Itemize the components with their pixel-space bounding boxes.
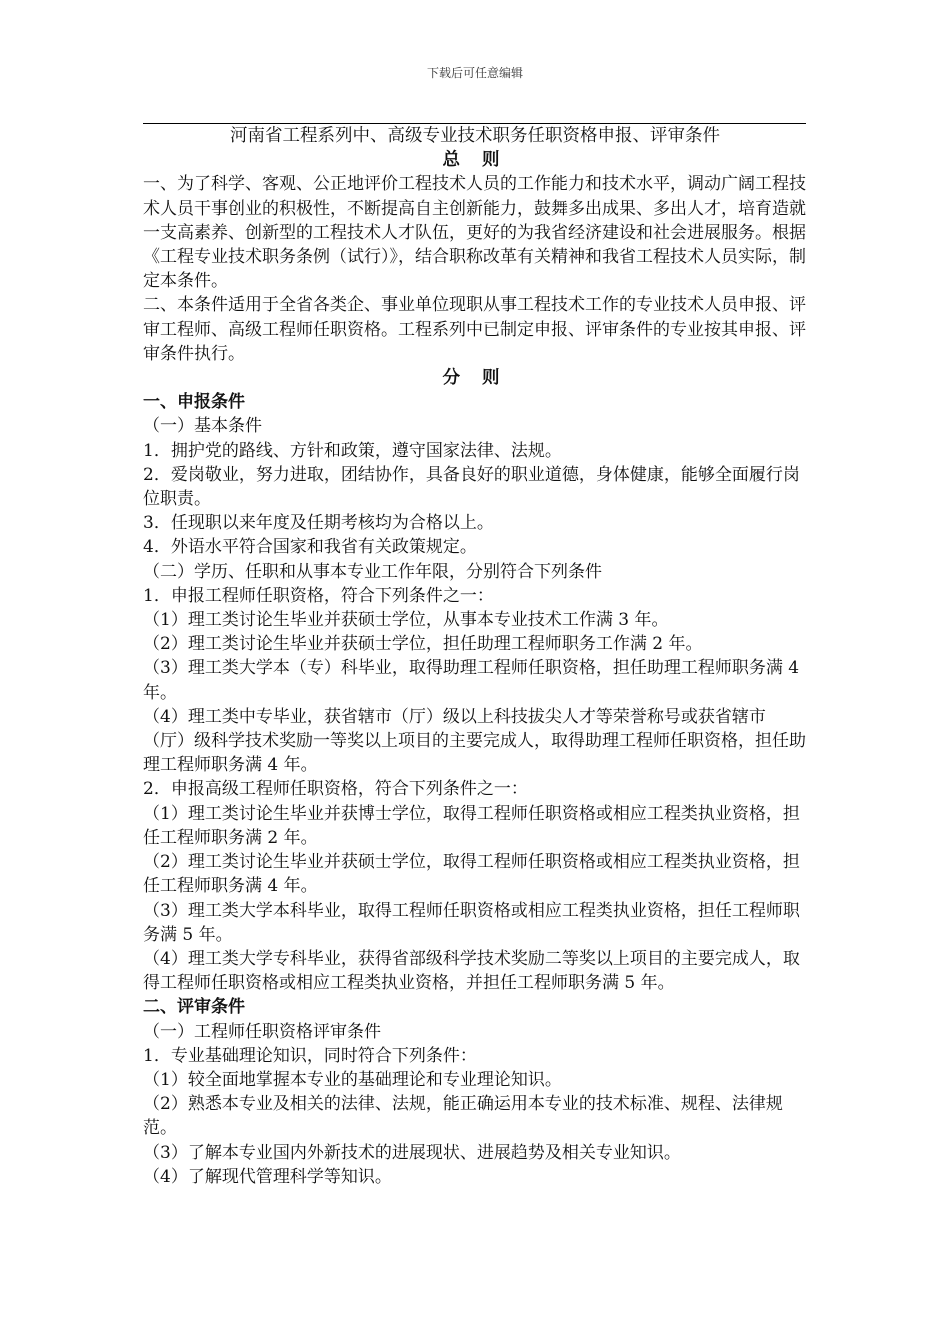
section-title: 二、评审条件 (143, 997, 245, 1018)
list-item: 2．爱岗敬业，努力进取，团结协作，具备良好的职业道德，身体健康，能够全面履行岗位职责。 (143, 464, 800, 510)
list-item: （2）理工类讨论生毕业并获硕士学位，担任助理工程师职务工作满 2 年。 (143, 634, 703, 655)
document-body (143, 124, 807, 1189)
detail-heading: 分 则 (442, 368, 508, 389)
general-paragraph: 一、为了科学、客观、公正地评价工程技术人员的工作能力和技术水平，调动广阔工程技术人员干事创业的积极性，不断提高自主创新能力，鼓舞多出成果、多出人才，培育造就一支高素养、创新型的工程技术人才队伍，更好的为我省经济建设和社会进展服务。根据《工程专业技术职务条例（试行）》，结合职称改革有关精神和我省工程技术人员实际，制定本条件。 (143, 174, 806, 292)
item-title: 1．专业基础理论知识，同时符合下列条件： (143, 1045, 477, 1066)
subsection-title: （一）基本条件 (143, 416, 262, 437)
list-item: （1）理工类讨论生毕业并获博士学位，取得工程师任职资格或相应工程类执业资格，担任工程师职务满 2 年。 (143, 803, 800, 848)
list-item: 4．外语水平符合国家和我省有关政策规定。 (143, 537, 477, 558)
list-item: 1．拥护党的路线、方针和政策，遵守国家法律、法规。 (143, 440, 562, 461)
header-watermark: 下载后可任意编辑 (426, 66, 523, 80)
general-paragraph: 二、本条件适用于全省各类企、事业单位现职从事工程技术工作的专业技术人员申报、评审工程师、高级工程师任职资格。工程系列中已制定申报、评审条件的专业按其申报、评审条件执行。 (143, 295, 806, 364)
list-item: （4）理工类中专毕业，获省辖市（厅）级以上科技拔尖人才等荣誉称号或获省辖市（厅）级科学技术奖励一等奖以上项目的主要完成人，取得助理工程师任职资格，担任助理工程师职务满 4 年。 (143, 706, 806, 776)
document-title: 河南省工程系列中、高级专业技术职务任职资格申报、评审条件 (230, 126, 720, 146)
list-item: （3）了解本专业国内外新技术的进展现状、进展趋势及相关专业知识。 (143, 1142, 681, 1163)
item-title: 1．申报工程师任职资格，符合下列条件之一： (143, 585, 494, 606)
section-title: 一、申报条件 (143, 392, 245, 413)
subsection-title: （一）工程师任职资格评审条件 (143, 1021, 381, 1042)
list-item: 3．任现职以来年度及任期考核均为合格以上。 (143, 513, 494, 534)
list-item: （2）熟悉本专业及相关的法律、法规，能正确运用本专业的技术标准、规程、法律规范。 (143, 1094, 783, 1139)
list-item: （1）理工类讨论生毕业并获硕士学位，从事本专业技术工作满 3 年。 (143, 610, 669, 631)
general-heading: 总 则 (442, 150, 508, 171)
item-title: 2．申报高级工程师任职资格，符合下列条件之一： (143, 779, 528, 800)
list-item: （1）较全面地掌握本专业的基础理论和专业理论知识。 (143, 1069, 562, 1090)
list-item: （2）理工类讨论生毕业并获硕士学位，取得工程师任职资格或相应工程类执业资格，担任工程师职务满 4 年。 (143, 852, 800, 897)
list-item: （3）理工类大学本科毕业，取得工程师任职资格或相应工程类执业资格，担任工程师职务满 5 年。 (143, 900, 800, 945)
list-item: （4）理工类大学专科毕业，获得省部级科学技术奖励二等奖以上项目的主要完成人，取得工程师任职资格或相应工程类执业资格，并担任工程师职务满 5 年。 (143, 948, 800, 994)
list-item: （3）理工类大学本（专）科毕业，取得助理工程师任职资格，担任助理工程师职务满 4 年。 (143, 658, 800, 703)
list-item: （4）了解现代管理科学等知识。 (143, 1166, 392, 1187)
subsection-title: （二）学历、任职和从事本专业工作年限，分别符合下列条件 (143, 561, 602, 582)
